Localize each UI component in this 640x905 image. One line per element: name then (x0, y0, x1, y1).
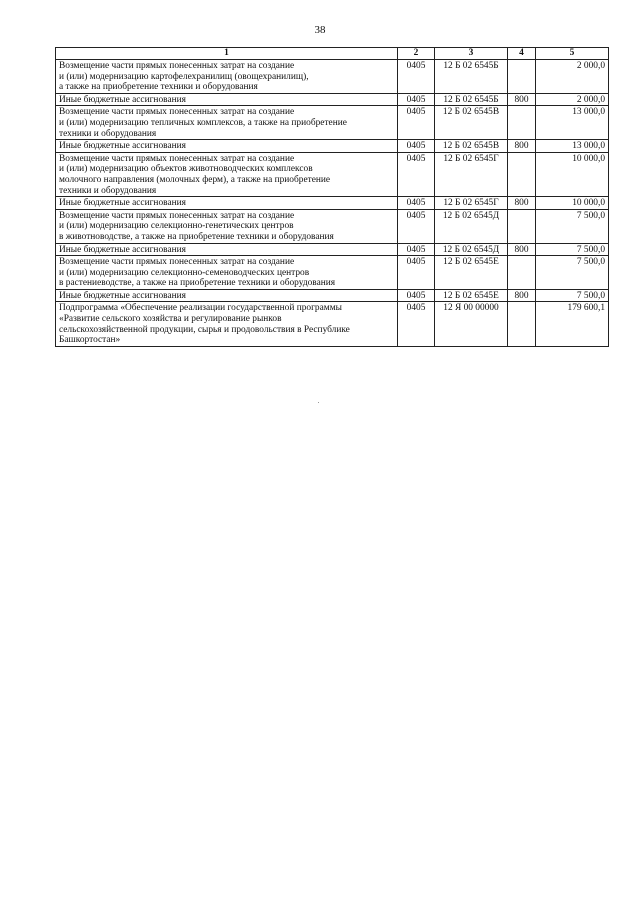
row-type-cell: 800 (508, 140, 536, 153)
header-col-5: 5 (536, 48, 609, 60)
table-row (56, 60, 609, 94)
row-name-cell: Подпрограмма «Обеспечение реализации государственной программы «Развитие сельского хозяйства и регулирование рынков сельскохозяйственной продукции, сырья и продовольствия в Республике Башкортостан» (56, 302, 398, 346)
row-amount-cell: 13 000,0 (536, 106, 609, 140)
page-number: 38 (314, 24, 326, 36)
row-name-cell: Возмещение части прямых понесенных затрат на создание и (или) модернизацию селекционно-генетических центров в животноводстве, а также на приобретение техники и оборудования (56, 209, 398, 243)
row-section-cell: 0405 (398, 60, 435, 94)
row-code-cell: 12 Б 02 6545Б (435, 93, 508, 106)
row-code-cell: 12 Б 02 6545Е (435, 256, 508, 290)
row-amount-cell: 7 500,0 (536, 256, 609, 290)
table-row (56, 152, 609, 196)
table-row (56, 197, 609, 210)
row-name-cell: Возмещение части прямых понесенных затрат на создание и (или) модернизацию тепличных комплексов, а также на приобретение техники и оборудования (56, 106, 398, 140)
row-amount-cell: 7 500,0 (536, 209, 609, 243)
header-col-2: 2 (398, 48, 435, 60)
row-amount-cell: 10 000,0 (536, 197, 609, 210)
table-row (56, 302, 609, 346)
row-type-cell: 800 (508, 243, 536, 256)
table-body (56, 60, 609, 347)
row-code-cell: 12 Б 02 6545В (435, 106, 508, 140)
row-section-cell: 0405 (398, 93, 435, 106)
row-name-cell: Возмещение части прямых понесенных затрат на создание и (или) модернизацию селекционно-семеноводческих центров в растениеводстве, а также на приобретение техники и оборудования (56, 256, 398, 290)
row-type-cell (508, 209, 536, 243)
row-name-cell: Иные бюджетные ассигнования (56, 289, 398, 302)
row-name-cell: Возмещение части прямых понесенных затрат на создание и (или) модернизацию объектов животноводческих комплексов молочного направления (молочных ферм), а также на приобретение техники и оборудования (56, 152, 398, 196)
row-code-cell: 12 Б 02 6545Д (435, 209, 508, 243)
table-row (56, 243, 609, 256)
row-amount-cell: 7 500,0 (536, 289, 609, 302)
row-type-cell (508, 256, 536, 290)
table-row (56, 256, 609, 290)
header-row (56, 48, 609, 60)
row-code-cell: 12 Б 02 6545Д (435, 243, 508, 256)
row-type-cell: 800 (508, 289, 536, 302)
table-row (56, 289, 609, 302)
row-name-cell: Иные бюджетные ассигнования (56, 140, 398, 153)
row-type-cell: 800 (508, 197, 536, 210)
row-amount-cell: 10 000,0 (536, 152, 609, 196)
table-row (56, 106, 609, 140)
table-header (56, 48, 609, 60)
row-type-cell (508, 106, 536, 140)
row-amount-cell: 2 000,0 (536, 60, 609, 94)
table-row (56, 140, 609, 153)
row-section-cell: 0405 (398, 209, 435, 243)
row-amount-cell: 13 000,0 (536, 140, 609, 153)
row-section-cell: 0405 (398, 256, 435, 290)
row-code-cell: 12 Б 02 6545Г (435, 152, 508, 196)
header-col-1: 1 (56, 48, 398, 60)
row-type-cell (508, 152, 536, 196)
row-name-cell: Возмещение части прямых понесенных затрат на создание и (или) модернизацию картофелехранилищ (овощехранилищ), а также на приобретение техники и оборудования (56, 60, 398, 94)
row-code-cell: 12 Б 02 6545Г (435, 197, 508, 210)
table-row (56, 209, 609, 243)
header-col-4: 4 (508, 48, 536, 60)
row-type-cell (508, 302, 536, 346)
row-name-cell: Иные бюджетные ассигнования (56, 197, 398, 210)
row-section-cell: 0405 (398, 243, 435, 256)
row-section-cell: 0405 (398, 197, 435, 210)
row-type-cell: 800 (508, 93, 536, 106)
budget-table (55, 47, 609, 347)
row-section-cell: 0405 (398, 106, 435, 140)
row-section-cell: 0405 (398, 152, 435, 196)
row-name-cell: Иные бюджетные ассигнования (56, 93, 398, 106)
row-code-cell: 12 Б 02 6545В (435, 140, 508, 153)
row-amount-cell: 179 600,1 (536, 302, 609, 346)
row-type-cell (508, 60, 536, 94)
row-section-cell: 0405 (398, 140, 435, 153)
row-code-cell: 12 Б 02 6545Е (435, 289, 508, 302)
row-name-cell: Иные бюджетные ассигнования (56, 243, 398, 256)
table-row (56, 93, 609, 106)
row-section-cell: 0405 (398, 289, 435, 302)
header-col-3: 3 (435, 48, 508, 60)
row-amount-cell: 2 000,0 (536, 93, 609, 106)
row-code-cell: 12 Я 00 00000 (435, 302, 508, 346)
row-section-cell: 0405 (398, 302, 435, 346)
row-code-cell: 12 Б 02 6545Б (435, 60, 508, 94)
row-amount-cell: 7 500,0 (536, 243, 609, 256)
scan-speck (318, 402, 319, 403)
